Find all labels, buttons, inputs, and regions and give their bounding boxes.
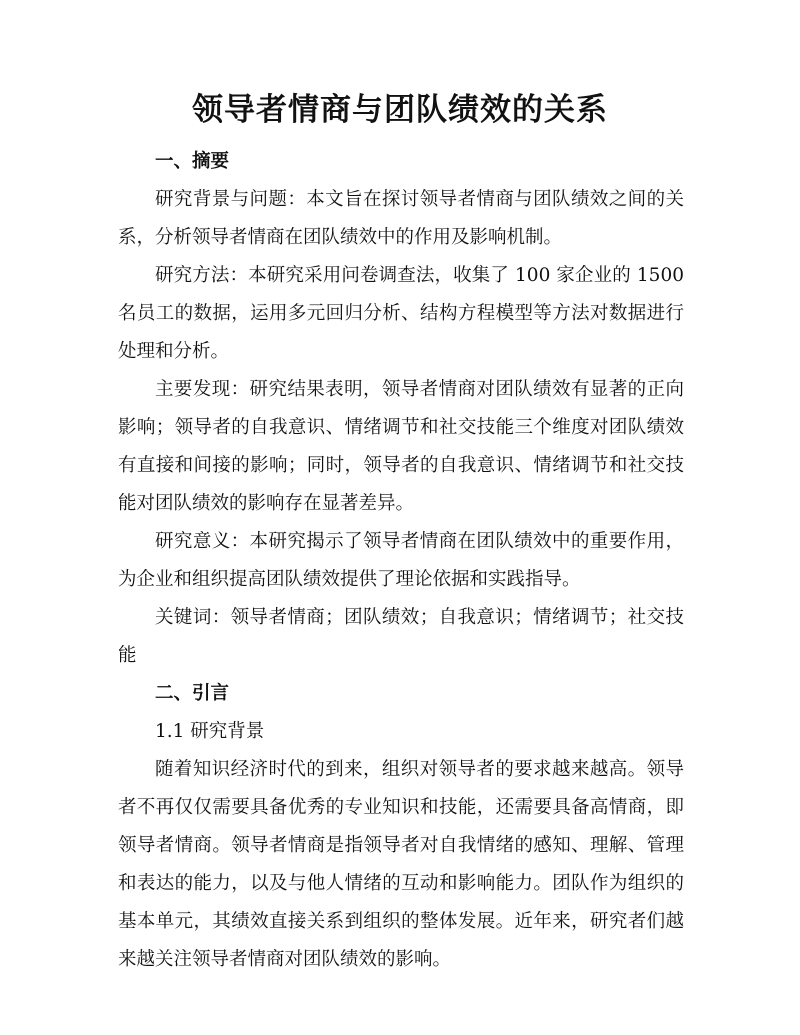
document-body <box>118 143 684 979</box>
document-title: 领导者情商与团队绩效的关系 <box>192 92 608 128</box>
abstract-findings-paragraph: 主要发现：研究结果表明，领导者情商对团队绩效有显著的正向影响；领导者的自我意识、情绪调节和社交技能三个维度对团队绩效有直接和间接的影响；同时，领导者的自我意识、情绪调节和社交技能对团队绩效的影响存在显著差异。 <box>118 379 684 514</box>
introduction-paragraph: 随着知识经济时代的到来，组织对领导者的要求越来越高。领导者不再仅仅需要具备优秀的专业知识和技能，还需要具备高情商，即领导者情商。领导者情商是指领导者对自我情绪的感知、理解、管理和表达的能力，以及与他人情绪的互动和影响能力。团队作为组织的基本单元，其绩效直接关系到组织的整体发展。近年来，研究者们越来越关注领导者情商对团队绩效的影响。 <box>118 759 684 970</box>
abstract-background-paragraph: 研究背景与问题：本文旨在探讨领导者情商与团队绩效之间的关系，分析领导者情商在团队绩效中的作用及影响机制。 <box>118 189 684 248</box>
section-heading-introduction: 二、引言 <box>155 683 230 704</box>
keywords-paragraph: 关键词：领导者情商；团队绩效；自我意识；情绪调节；社交技能 <box>118 607 684 666</box>
section-heading-abstract: 一、摘要 <box>155 151 230 172</box>
abstract-method-paragraph: 研究方法：本研究采用问卷调查法，收集了 100 家企业的 1500 名员工的数据，运用多元回归分析、结构方程模型等方法对数据进行处理和分析。 <box>118 265 684 362</box>
subsection-heading-research-background: 1.1 研究背景 <box>155 721 265 742</box>
abstract-significance-paragraph: 研究意义：本研究揭示了领导者情商在团队绩效中的重要作用，为企业和组织提高团队绩效提供了理论依据和实践指导。 <box>118 531 684 590</box>
